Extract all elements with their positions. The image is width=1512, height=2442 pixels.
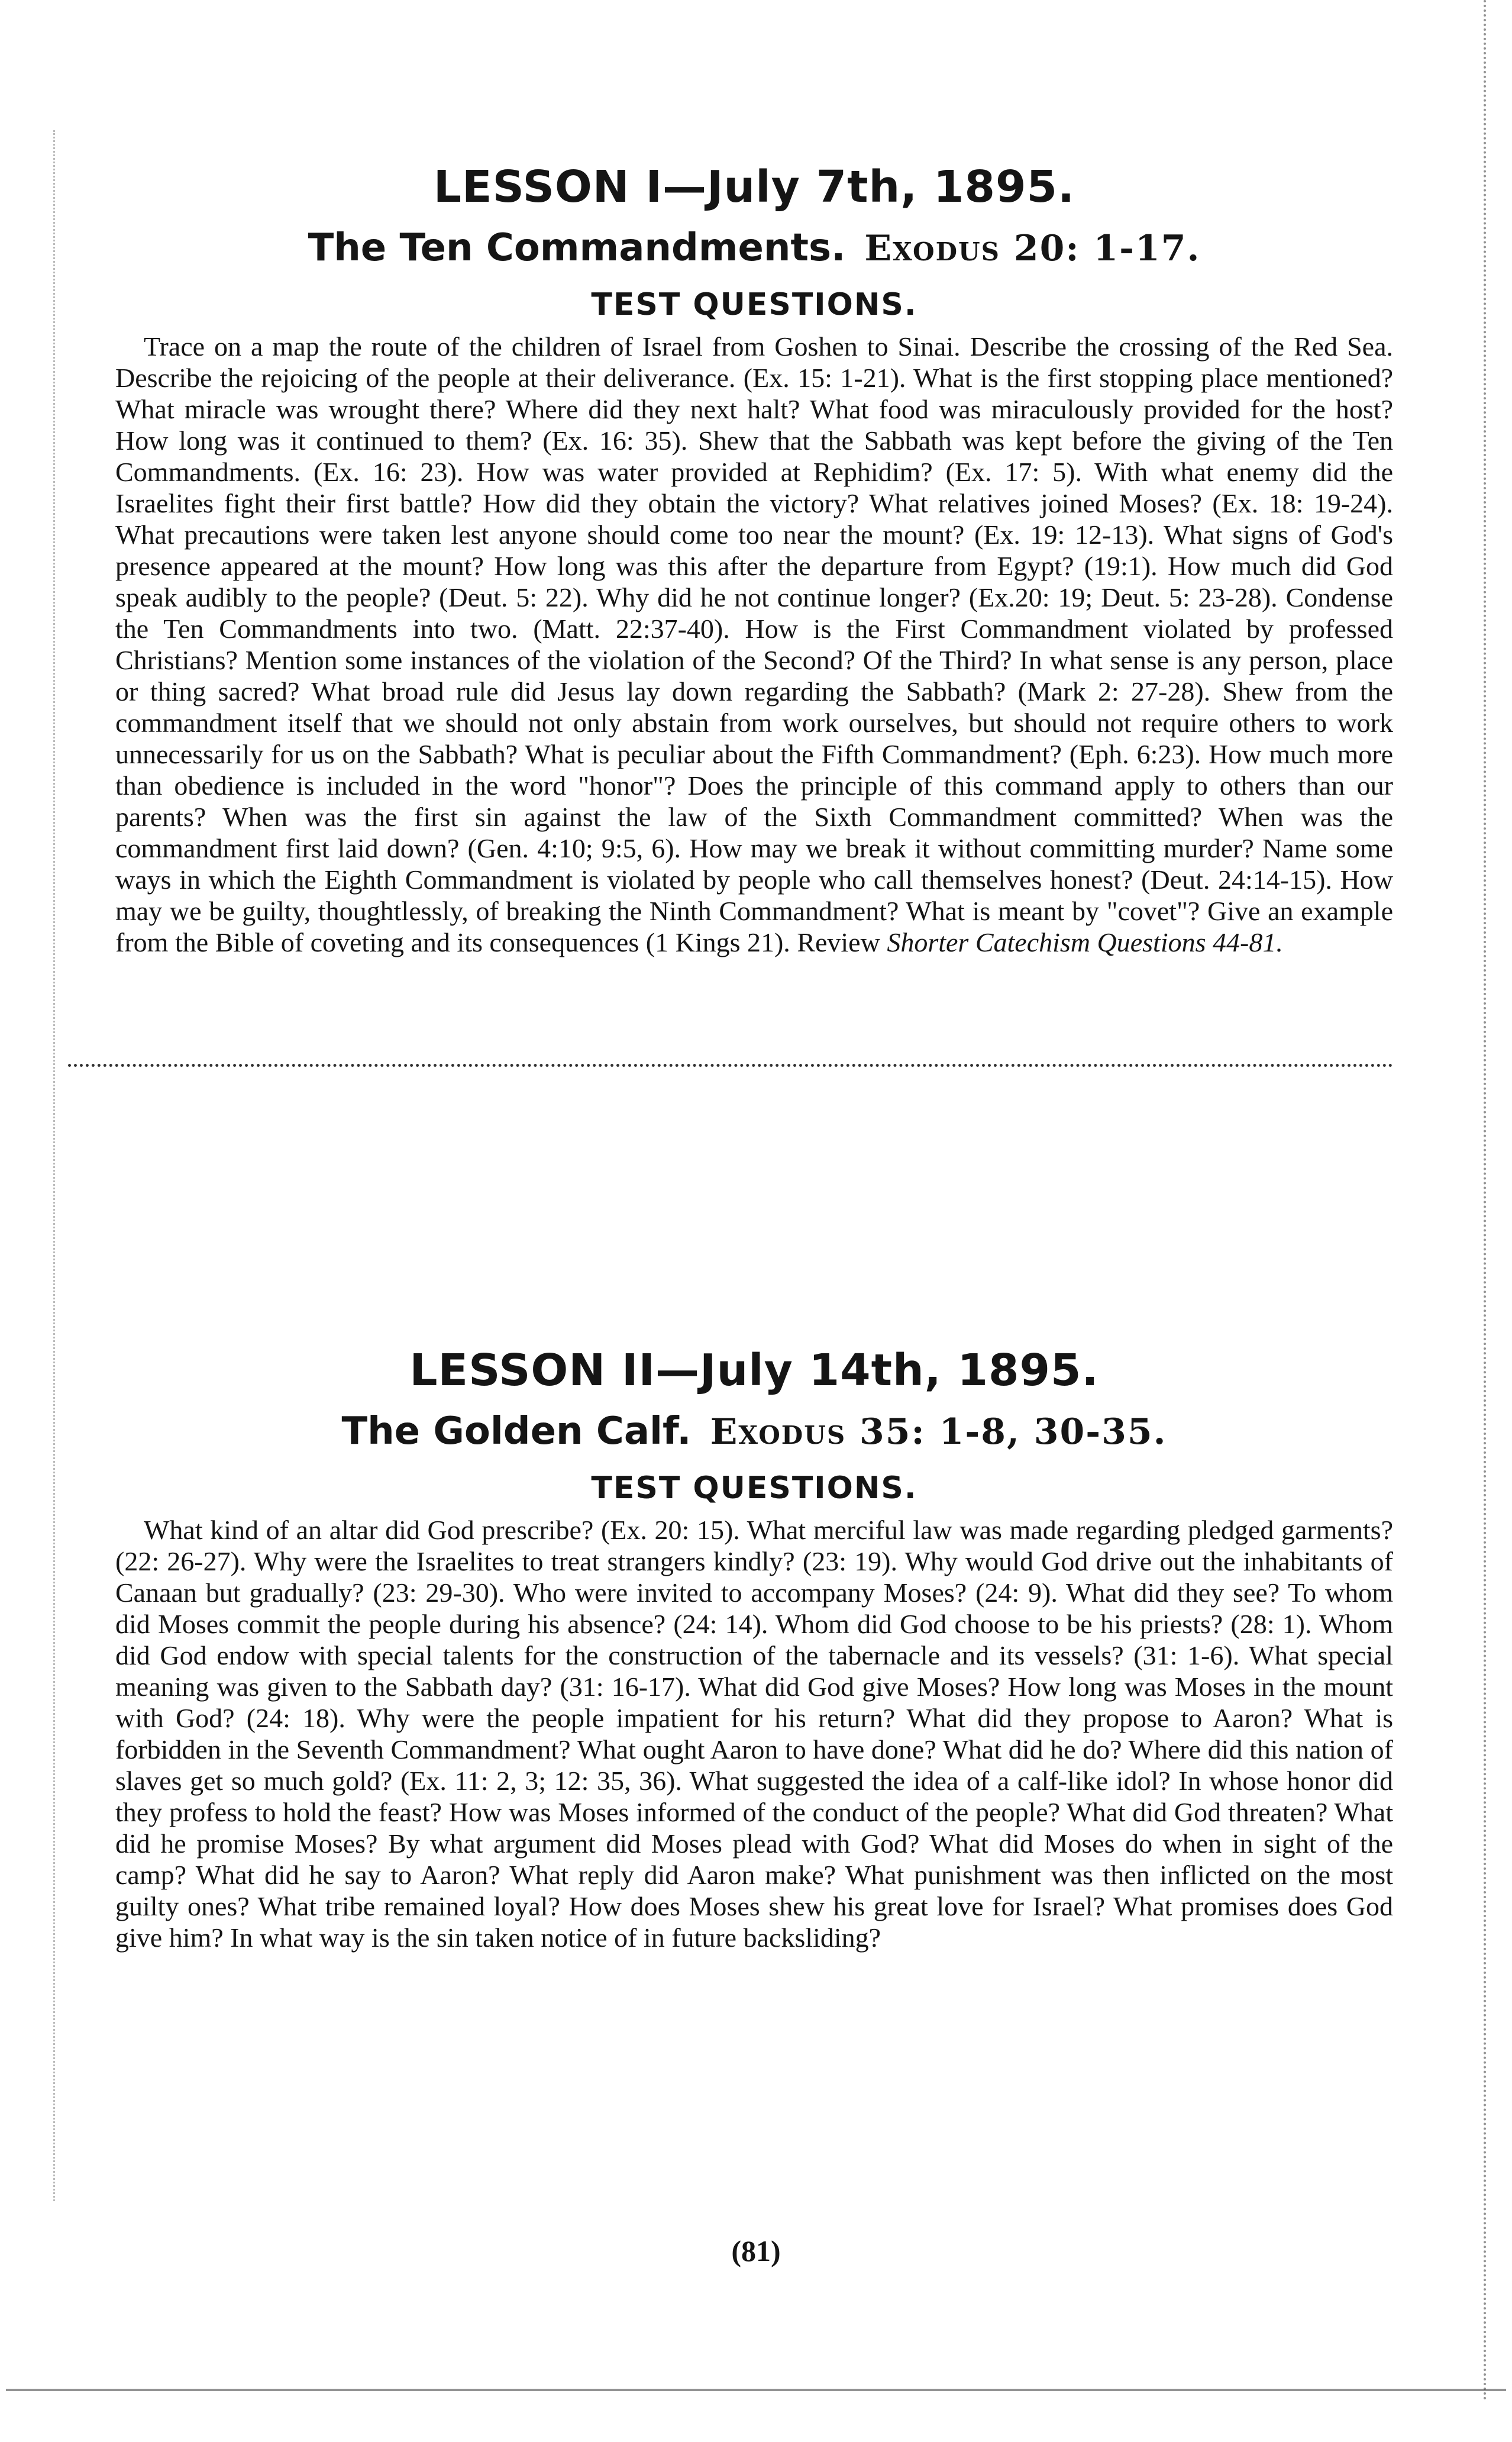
- page-edge-right: [1484, 0, 1501, 2402]
- lesson-1-questions-text: Trace on a map the route of the children of Israel from Goshen to Sinai. Describe the crossing of the Red Sea. Describe the rejoicing of the people at their deliverance. (Ex. 15: 1-21). What is the first stopping place mentioned? What miracle was wrought there? Where did they next halt? What food was miraculously provided for the host? How long was it continued to them? (Ex. 16: 35). Shew that the Sabbath was kept before the giving of the Ten Commandments. (Ex. 16: 23). How was water provided at Rephidim? (Ex. 17: 5). With what enemy did the Israelites fight their first battle? How did they obtain the victory? What relatives joined Moses? (Ex. 18: 19-24). What precautions were taken lest anyone should come too near the mount? (Ex. 19: 12-13). What signs of God's presence appeared at the mount? How long was this after the departure from Egypt? (19:1). How much did God speak audibly to the people? (Deut. 5: 22). Why did he not continue longer? (Ex.20: 19; Deut. 5: 23-28). Condense the Ten Commandments into two. (Matt. 22:37-40). How is the First Commandment violated by professed Christians? Mention some instances of the violation of the Second? Of the Third? In what sense is any person, place or thing sacred? What broad rule did Jesus lay down regarding the Sabbath? (Mark 2: 27-28). Shew from the commandment itself that we should not only abstain from work ourselves, but should not require others to work unnecessarily for us on the Sabbath? What is peculiar about the Fifth Commandment? (Eph. 6:23). How much more than obedience is included in the word "honor"? Does the principle of this command apply to others than our parents? When was the first sin against the law of the Sixth Commandment committed? When was the commandment first laid down? (Gen. 4:10; 9:5, 6). How may we break it without committing murder? Name some ways in which the Eighth Commandment is violated by people who call themselves honest? (Deut. 24:14-15). How may we be guilty, thoughtlessly, of breaking the Ninth Commandment? What is meant by "covet"? Give an example from the Bible of coveting and its consequences (1 Kings 21). Review: [115, 331, 1393, 958]
- lesson-1-title: The Ten Commandments.: [308, 225, 846, 270]
- lesson-1-heading: LESSON I—July 7th, 1895.: [433, 162, 1075, 212]
- lesson-1-catechism-reference: Shorter Catechism Questions 44-81.: [887, 927, 1283, 958]
- lesson-2-questions-text: What kind of an altar did God prescribe? (Ex. 20: 15). What merciful law was made regarding pledged garments? (22: 26-27). Why were the Israelites to treat strangers kindly? (23: 19). Why would God drive out the inhabitants of Canaan but gradually? (23: 29-30). Who were invited to accompany Moses? (24: 9). What did they see? To whom did Moses commit the people during his absence? (24: 14). Whom did God choose to be his priests? (28: 1). Whom did God endow with special talents for the construction of the tabernacle and its vessels? (31: 1-6). What special meaning was given to the Sabbath day? (31: 16-17). What did God give Moses? How long was Moses in the mount with God? (24: 18). Why were the people impatient for his return? What did they propose to Aaron? What is forbidden in the Seventh Commandment? What ought Aaron to have done? What did he do? Where did this nation of slaves get so much gold? (Ex. 11: 2, 3; 12: 35, 36). What suggested the idea of a calf-like idol? In whose honor did they profess to hold the feast? How was Moses informed of the conduct of the people? What did God threaten? What did he promise Moses? By what argument did Moses plead with God? What did Moses do when in sight of the camp? What did he say to Aaron? What reply did Aaron make? What punishment was then inflicted on the most guilty ones? What tribe remained loyal? How does Moses shew his great love for Israel? What promises does God give him? In what way is the sin taken notice of in future backsliding?: [115, 1515, 1393, 1953]
- lesson-2-questions: [115, 1514, 1393, 1953]
- lesson-2-test-questions-heading: TEST QUESTIONS.: [591, 1470, 917, 1507]
- lesson-2-reference: Exodus 35: 1-8, 30-35.: [710, 1411, 1167, 1453]
- page-number: (81): [731, 2234, 781, 2267]
- lesson-1-reference: Exodus 20: 1-17.: [864, 227, 1201, 269]
- page-edge-left: [53, 130, 61, 2201]
- lesson-1-questions: [115, 331, 1393, 958]
- page-edge-bottom: [6, 2389, 1506, 2399]
- lesson-2-subtitle: [115, 1409, 1393, 1454]
- lesson-1-subtitle: [115, 225, 1393, 271]
- lesson-1: [115, 160, 1393, 958]
- lesson-2-heading: LESSON II—July 14th, 1895.: [409, 1345, 1099, 1396]
- lesson-2-title: The Golden Calf.: [341, 1409, 692, 1453]
- lesson-2: [115, 1343, 1393, 1953]
- lesson-1-test-questions-heading: TEST QUESTIONS.: [591, 287, 917, 323]
- section-divider: [68, 1064, 1393, 1067]
